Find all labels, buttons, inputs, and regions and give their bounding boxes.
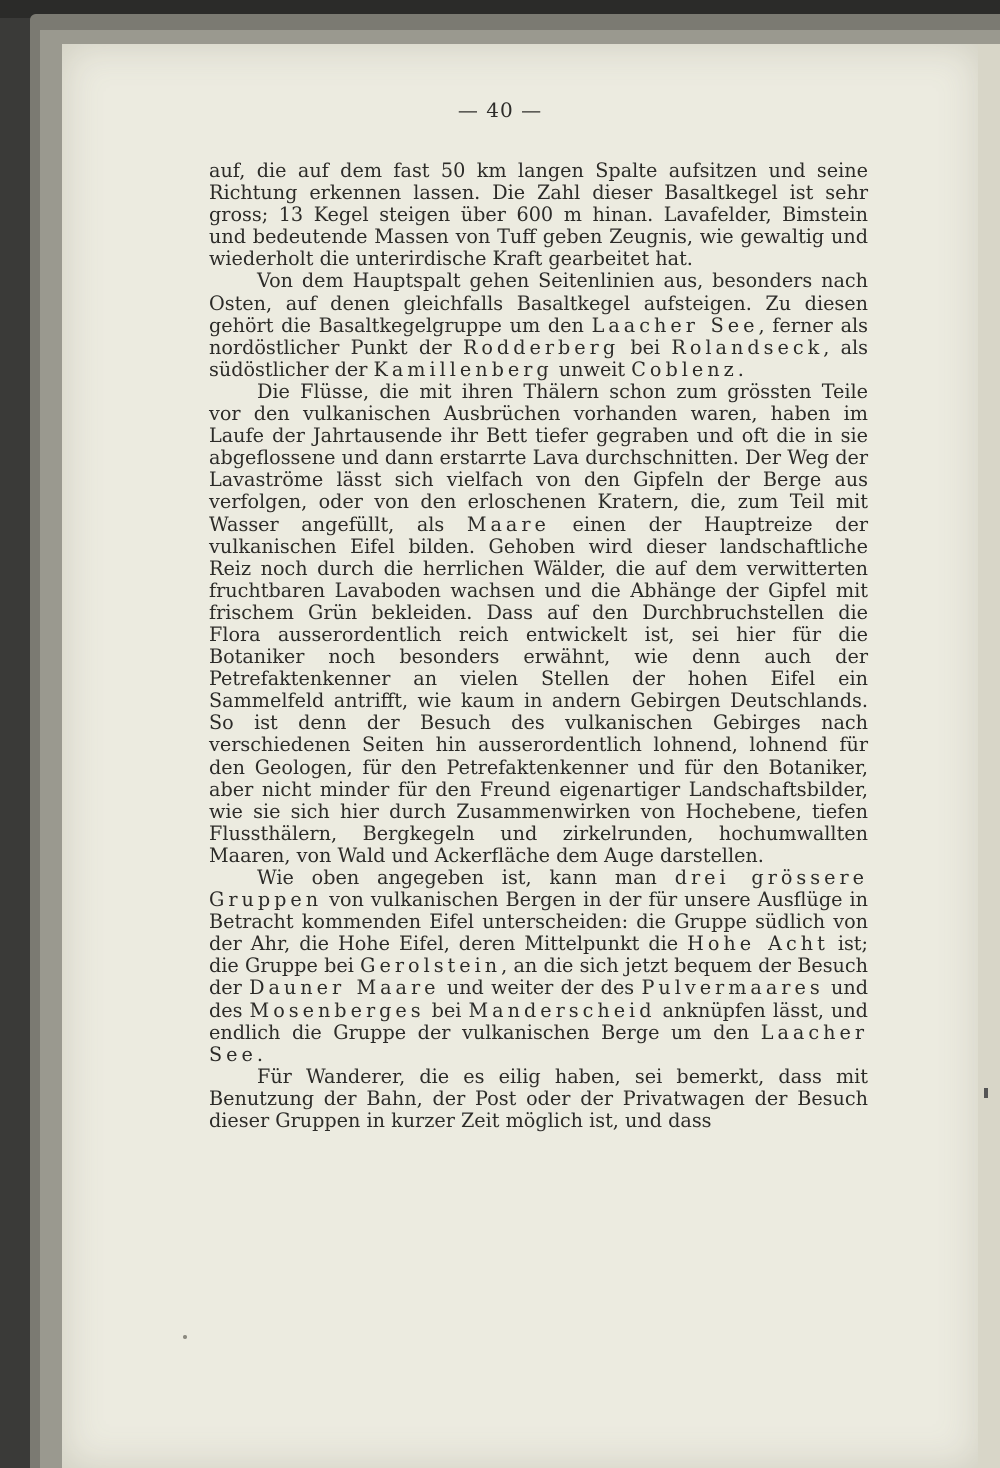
text-run: , als südöstlicher der xyxy=(209,335,868,381)
spaced-term: Pulvermaares xyxy=(641,976,824,1000)
paper-speck xyxy=(183,1335,187,1339)
spaced-term: Gerolstein xyxy=(360,954,502,978)
spaced-term: Laacher See xyxy=(591,313,759,337)
text-run: anknüpfen lässt, und endlich die Gruppe der vulkanischen Berge um den xyxy=(209,998,868,1044)
spaced-term: Kamillenberg xyxy=(373,357,553,381)
spaced-term: Laacher See xyxy=(209,1020,868,1066)
spaced-term: drei grössere Gruppen xyxy=(209,866,868,912)
text-run: und des xyxy=(209,976,868,1022)
spaced-term: Maare xyxy=(466,512,550,536)
spaced-term: Manderscheid xyxy=(468,998,656,1022)
paragraph-1: auf, die auf dem fast 50 km langen Spalte aufsitzen und seine Richtung erkennen lassen. Die Zahl dieser Basaltkegel ist sehr gross; 13 Kegel steigen über 600 m hinan. Lavafelder, Bimstein und bedeutende Massen von Tuff geben Zeugnis, wie gewaltig und wiederholt die unterirdische Kraft gearbeitet hat. xyxy=(209,159,868,271)
spaced-term: Rolandseck xyxy=(671,335,824,359)
spaced-term: Coblenz xyxy=(631,357,738,381)
paragraph-5: Für Wanderer, die es eilig haben, sei bemerkt, dass mit Benutzung der Bahn, der Post oder der Privatwagen der Besuch dieser Gruppen in kurzer Zeit möglich ist, und dass xyxy=(209,1064,868,1133)
text-run: Die Flüsse, die mit ihren Thälern schon zum grössten Teile vor den vulkanischen Ausbrüchen vorhanden waren, haben im Laufe der Jahrtausende ihr Bett tiefer gegraben und oft die in sie abgeflossene und dann erstarrte Lava durchschnitten. Der Weg der Lavaströme lässt sich vielfach von den Gipfeln der Berge aus verfolgen, oder von den erloschenen Kratern, die, zum Teil mit Wasser angefüllt, als xyxy=(209,379,868,536)
text-run: . xyxy=(256,1042,263,1066)
page-edge xyxy=(978,44,1000,1468)
text-run: Wie oben angegeben ist, kann man xyxy=(257,866,675,889)
text-run: , ferner als nordöstlicher Punkt der xyxy=(209,313,868,359)
spaced-term: Mosenberges xyxy=(249,998,425,1022)
text-run: und weiter der des xyxy=(439,976,642,1000)
text-run: . xyxy=(737,357,744,381)
spaced-term: Rodderberg xyxy=(462,335,620,359)
text-run: Von dem Hauptspalt gehen Seitenlinien aus, besonders nach Osten, auf denen gleichfalls Basaltkegel aufsteigen. Zu diesen gehört die Basaltkegelgruppe um den xyxy=(209,269,868,337)
text-run: von vulkanischen Bergen in der für unsere Ausflüge in Betracht kommenden Eifel unterscheiden: die Gruppe südlich von der Ahr, die Hohe Eifel, deren Mittelpunkt die xyxy=(209,888,868,956)
paragraph-4 xyxy=(209,867,868,1066)
spaced-term: Dauner Maare xyxy=(249,976,440,1000)
spaced-term: Hohe Acht xyxy=(687,932,829,956)
text-run: , an die sich jetzt bequem der Besuch der xyxy=(209,954,869,1000)
text-run: einen der Hauptreize der vulkanischen Eifel bilden. Gehoben wird dieser landschaftliche Reiz noch durch die herrlichen Wälder, die auf dem verwitterten fruchtbaren Lavaboden wachsen und die Abhänge der Gipfel mit frischem Grün bekleiden. Dass auf den Durchbruchstellen die Flora ausserordentlich reich entwickelt ist, sei hier für die Botaniker noch besonders erwähnt, wie denn auch der Petrefaktenkenner an vielen Stellen der hohen Eifel ein Sammelfeld antrifft, wie kaum in andern Gebirgen Deutschlands. So ist denn der Besuch des vulkanischen Gebirges nach verschiedenen Seiten hin ausserordentlich lohnend, lohnend für den Geologen, für den Petrefaktenkenner und für den Botaniker, aber nicht minder für den Freund eigenartiger Landschaftsbilder, wie sie sich hier durch Zusammenwirken von Hochebene, tiefen Flussthälern, Bergkegeln und zirkelrunden, hochumwallten Maaren, von Wald und Ackerfläche dem Auge darstellen. xyxy=(209,512,868,867)
margin-mark xyxy=(984,1088,988,1098)
paragraph-2 xyxy=(209,270,868,380)
body-text xyxy=(209,160,868,1132)
paragraph-3 xyxy=(209,381,868,867)
text-run: unweit xyxy=(552,357,632,381)
text-run: bei xyxy=(619,335,672,359)
page-number: — 40 — xyxy=(457,98,543,122)
text-run: ist; die Gruppe bei xyxy=(209,932,868,978)
text-run: bei xyxy=(424,998,469,1022)
